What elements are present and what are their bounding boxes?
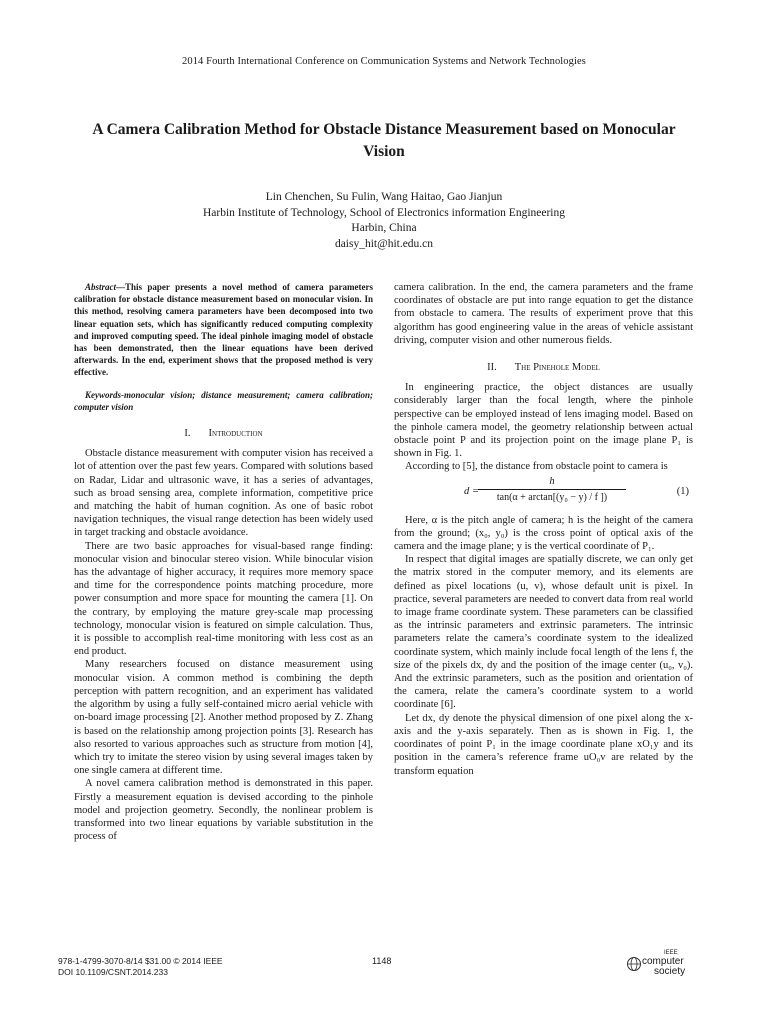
pinhole-paragraph-4: In respect that digital images are spatially discrete, we can only get the matrix stored in the computer memory, and its elements are defined as pixel locations (u, v), whose default unit is pixel. In practice, several parameters are needed to convert data from real world to image frame coordinate system. These parameters can be classified as the intrinsic parameters and extrinsic parameters. The intrinsic parameters relate the camera’s coordinate system to the idealized coordinate system, which mainly include focal length of the lens f, the size of the pixels dx, dy and the position of the image center (u₀, v₀). And the extrinsic parameters, such as the position and orientation of the camera, relate the camera’s coordinate system to a world coordinate [6]. xyxy=(394,554,693,711)
section-number: I. xyxy=(184,428,191,440)
abstract xyxy=(74,281,373,379)
abstract-dash: — xyxy=(116,282,126,292)
equation-number: (1) xyxy=(676,485,689,497)
intro-paragraph-4: A novel camera calibration method is demonstrated in this paper. Firstly a measurement equation is devised according to the pinhole model and projection geometry. Secondly, the nonlinear problem is transformed into two linear equations by variable substitution in the process of xyxy=(74,778,373,843)
pinhole-paragraph-5: Let dx, dy denote the physical dimension of one pixel along the x-axis and the y-axis separately. Then as is shown in Fig. 1, the coordinates of point P₁ in the image coordinate plane xO₁y and its position in the camera’s reference frame uO₀v are related by the transform equation xyxy=(394,712,693,777)
email: daisy_hit@hit.edu.cn xyxy=(334,237,434,250)
author-names: Lin Chenchen, Su Fulin, Wang Haitao, Gao Jianjun xyxy=(265,191,503,203)
isbn-line: 978-1-4799-3070-8/14 $31.00 © 2014 IEEE xyxy=(58,956,223,966)
intro-paragraph-2: There are two basic approaches for visual-based range finding: monocular vision and binocular stereo vision. While binocular vision has the advantage of higher accuracy, it requires more memory space and time for the correspondence points matching procedure, more power consumption and more space for mounting the camera [1]. On the contrary, by employing the mature grey-scale map processing technology, monocular vision is featured on simple calculation. Thus, it is possible to accomplish real-time monitoring with less cost as an end product. xyxy=(74,540,373,658)
section-title: Introduction xyxy=(208,428,263,440)
equation-denominator: tan(α + arctan[(y₀ − y) / f ]) xyxy=(496,491,608,503)
abstract-lead: Abstract xyxy=(85,282,117,292)
logo-ieee-text: IEEE xyxy=(664,950,678,956)
equation-numerator: h xyxy=(549,475,555,487)
globe-icon xyxy=(626,956,642,972)
doi-line: DOI 10.1109/CSNT.2014.233 xyxy=(58,967,168,977)
equation-fraction xyxy=(478,476,626,504)
logo-society-text: society xyxy=(654,966,686,977)
abstract-body: This paper presents a novel method of camera parameters calibration for obstacle distance measurement based on monocular vision. In this method, resolving camera parameters have been decomposed into two linear equation sets, which has significantly reduced computing complexity and improved computing speed. The ideal pinhole imaging model of obstacle has been demonstrated, then the linear equations have been derived afterwards. In the end, experiment shows that the proposed method is very effective. xyxy=(74,282,373,378)
page-number: 1148 xyxy=(372,956,392,966)
footer-metadata xyxy=(58,956,223,978)
conference-header: 2014 Fourth International Conference on Communication Systems and Network Technologies xyxy=(182,56,586,67)
equation-lhs: d = xyxy=(464,485,479,497)
paper-title: A Camera Calibration Method for Obstacle Distance Measurement based on Monocular Vision xyxy=(92,121,676,160)
logo-computer-text: computer xyxy=(642,956,684,967)
author-block xyxy=(0,190,768,252)
pinhole-paragraph-2: According to [5], the distance from obstacle point to camera is xyxy=(405,461,668,473)
ieee-computer-society-logo xyxy=(626,950,706,984)
affiliation: Harbin Institute of Technology, School of Electronics information Engineering xyxy=(203,206,565,219)
right-column xyxy=(394,281,693,778)
pinhole-paragraph-3: Here, α is the pitch angle of camera; h is the height of the camera from the ground; (x₀, y₀) is the cross point of optical axis of the camera and the image plane; y is the vertical coordinate of P₁. xyxy=(394,514,693,553)
section-number: II. xyxy=(487,362,497,374)
keywords: Keywords-monocular vision; distance measurement; camera calibration; computer vision xyxy=(74,389,373,412)
pinhole-paragraph-1: In engineering practice, the object distances are usually considerably larger than the focal length, where the pinhole perspective can be employed instead of lens imaging model. Based on the pinhole camera model, the geometry relationship between actual obstacle point P and its projection point on the image plane P₁ is shown in Fig. 1. xyxy=(394,382,693,460)
intro-paragraph-3: Many researchers focused on distance measurement using monocular vision. A common method is combining the depth perception with pattern recognition, and an experiment has validated the algorithm by using a fully self-contained micro aerial vehicle with on-board image processing [2]. Another method proposed by Z. Zhang is based on the relationship among projection points [3]. Research has also resorted to various approaches such as structure from motion [4], which try to imitate the stereo vision by using several images taken by one single camera at different time. xyxy=(74,659,373,777)
left-column xyxy=(74,281,373,843)
equation-1 xyxy=(394,476,693,508)
section-title: The Pinehole Model xyxy=(514,362,600,374)
intro-paragraph-1: Obstacle distance measurement with computer vision has received a lot of attention over the past few years. Compared with solutions based on Radar, Lidar and ultrasonic wave, it has a series of advantages, such as broad sensing area, complete information, competitive price and matching the habit of human cognition. As one of basic robot navigation techniques, the visual range detection has been widely used in target tracking and obstacle avoidance. xyxy=(74,448,373,539)
fraction-bar xyxy=(478,489,626,490)
section-heading-introduction xyxy=(74,427,373,440)
section-heading-pinhole-model xyxy=(394,361,693,374)
intro-continuation: camera calibration. In the end, the camera parameters and the frame coordinates of obstacle are put into range equation to get the distance from obstacle to camera. The results of experiment prove that this algorithm has good engineering value in the areas of vehicle assistant driving, computer vision and other numerous fields. xyxy=(394,282,693,346)
location: Harbin, China xyxy=(351,222,417,234)
